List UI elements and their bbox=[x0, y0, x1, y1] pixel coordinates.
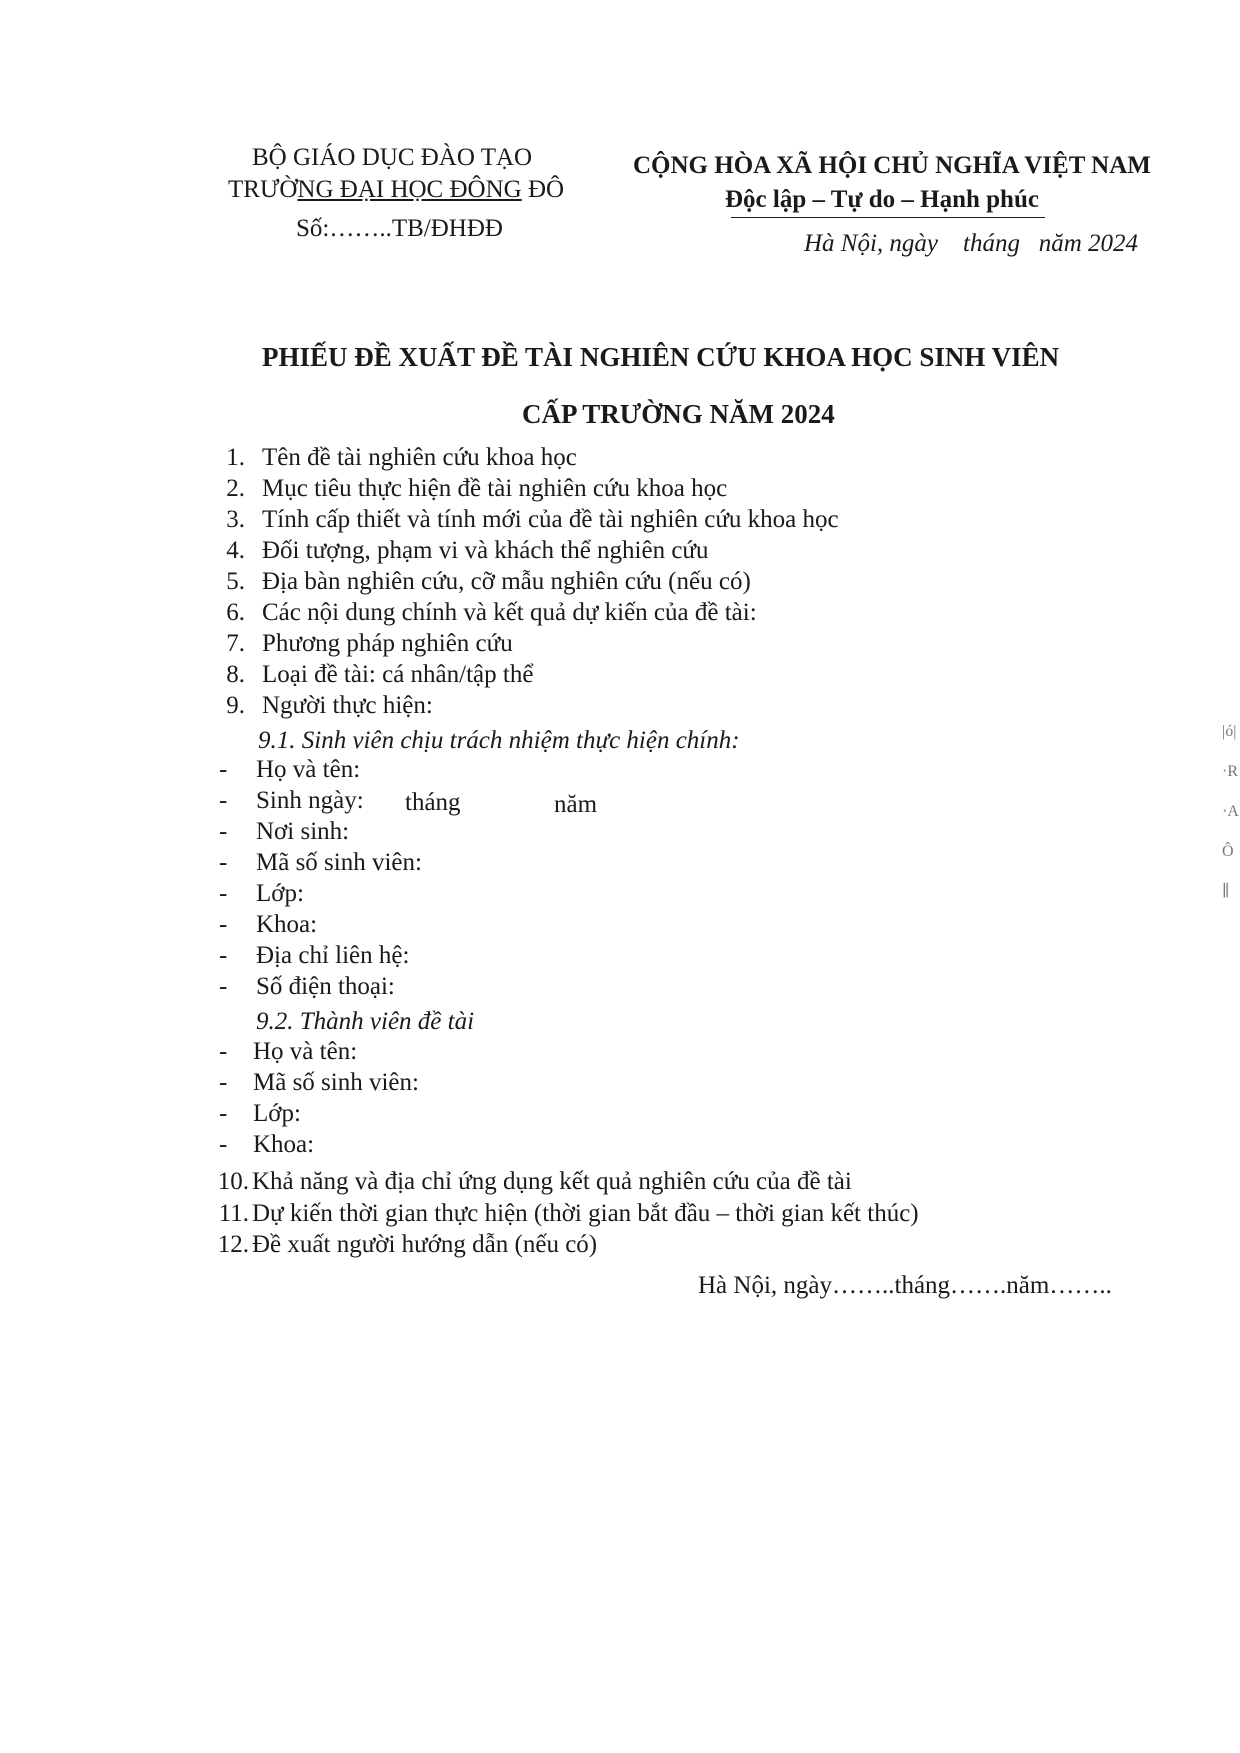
item-text: Người thực hiện: bbox=[262, 692, 433, 719]
field-label-month: tháng bbox=[405, 789, 461, 816]
bullet-dash: - bbox=[219, 911, 228, 938]
form-title-line-1: PHIẾU ĐỀ XUẤT ĐỀ TÀI NGHIÊN CỨU KHOA HỌC SINH VIÊN bbox=[262, 342, 1060, 372]
item-number: 1. bbox=[226, 444, 245, 471]
item-text: Dự kiến thời gian thực hiện (thời gian bắt đầu – thời gian kết thúc) bbox=[252, 1200, 919, 1227]
field-label: Địa chỉ liên hệ: bbox=[256, 942, 410, 969]
item-text: Các nội dung chính và kết quả dự kiến của đề tài: bbox=[262, 599, 757, 626]
bullet-dash: - bbox=[219, 818, 228, 845]
school-name-suffix: ĐÔ bbox=[521, 176, 565, 203]
header-date: Hà Nội, ngày tháng năm 2024 bbox=[804, 230, 1139, 257]
school-name-prefix: TRƯỜ bbox=[228, 176, 298, 203]
national-title: CỘNG HÒA XÃ HỘI CHỦ NGHĨA VIỆT NAM bbox=[633, 152, 1151, 179]
motto-underline bbox=[731, 217, 1045, 218]
item-number: 7. bbox=[226, 630, 245, 657]
field-label: Họ và tên: bbox=[253, 1038, 358, 1065]
national-motto: Độc lập – Tự do – Hạnh phúc bbox=[725, 186, 1039, 213]
form-title-line-2: CẤP TRƯỜNG NĂM 2024 bbox=[522, 399, 835, 429]
field-label: Mã số sinh viên: bbox=[256, 849, 422, 876]
edge-marks: |ó| ·R ·A Ô ∥ bbox=[1222, 723, 1238, 900]
item-number: 4. bbox=[226, 537, 245, 564]
field-label: Mã số sinh viên: bbox=[253, 1069, 419, 1096]
school-name-underlined: NG ĐẠI HỌC ĐÔNG bbox=[297, 176, 522, 203]
item-text: Đối tượng, phạm vi và khách thể nghiên cứu bbox=[262, 537, 709, 564]
section-heading-9-1: 9.1. Sinh viên chịu trách nhiệm thực hiện chính: bbox=[258, 727, 740, 754]
item-number: 12. bbox=[217, 1231, 249, 1258]
bullet-dash: - bbox=[219, 1069, 228, 1096]
item-text: Loại đề tài: cá nhân/tập thể bbox=[262, 661, 534, 688]
item-number: 5. bbox=[226, 568, 245, 595]
item-text: Đề xuất người hướng dẫn (nếu có) bbox=[252, 1231, 598, 1258]
bullet-dash: - bbox=[219, 973, 228, 1000]
bullet-dash: - bbox=[219, 1038, 228, 1065]
field-label: Số điện thoại: bbox=[256, 973, 395, 1000]
document-number: Số:……..TB/ĐHĐĐ bbox=[296, 215, 503, 242]
item-number: 11. bbox=[218, 1200, 249, 1227]
item-text: Phương pháp nghiên cứu bbox=[262, 630, 513, 657]
field-label: Khoa: bbox=[253, 1131, 315, 1158]
field-label: Họ và tên: bbox=[256, 756, 361, 783]
bullet-dash: - bbox=[219, 1100, 228, 1127]
item-number: 2. bbox=[226, 475, 245, 502]
field-label: Khoa: bbox=[256, 911, 318, 938]
field-label-year: năm bbox=[554, 791, 598, 818]
bullet-dash: - bbox=[219, 1131, 228, 1158]
section-heading-9-2: 9.2. Thành viên đề tài bbox=[256, 1008, 475, 1035]
item-number: 10. bbox=[217, 1168, 249, 1195]
bullet-dash: - bbox=[219, 942, 228, 969]
item-number: 6. bbox=[226, 599, 245, 626]
item-text: Tính cấp thiết và tính mới của đề tài nghiên cứu khoa học bbox=[262, 506, 839, 533]
bullet-dash: - bbox=[219, 787, 228, 814]
field-label: Lớp: bbox=[253, 1100, 301, 1127]
bullet-dash: - bbox=[219, 849, 228, 876]
field-label: Nơi sinh: bbox=[256, 818, 350, 845]
field-label: Lớp: bbox=[256, 880, 304, 907]
item-number: 8. bbox=[226, 661, 245, 688]
item-text: Mục tiêu thực hiện đề tài nghiên cứu khoa học bbox=[262, 475, 728, 502]
field-label: Sinh ngày: bbox=[256, 787, 364, 814]
signature-date: Hà Nội, ngày……..tháng…….năm…….. bbox=[698, 1272, 1112, 1299]
ministry-name: BỘ GIÁO DỤC ĐÀO TẠO bbox=[252, 144, 533, 171]
item-number: 3. bbox=[226, 506, 245, 533]
bullet-dash: - bbox=[219, 756, 228, 783]
bullet-dash: - bbox=[219, 880, 228, 907]
item-text: Địa bàn nghiên cứu, cỡ mẫu nghiên cứu (nếu có) bbox=[262, 568, 751, 595]
school-name bbox=[228, 176, 564, 204]
item-text: Khả năng và địa chỉ ứng dụng kết quả nghiên cứu của đề tài bbox=[252, 1168, 852, 1195]
item-text: Tên đề tài nghiên cứu khoa học bbox=[262, 444, 577, 471]
item-number: 9. bbox=[226, 692, 245, 719]
